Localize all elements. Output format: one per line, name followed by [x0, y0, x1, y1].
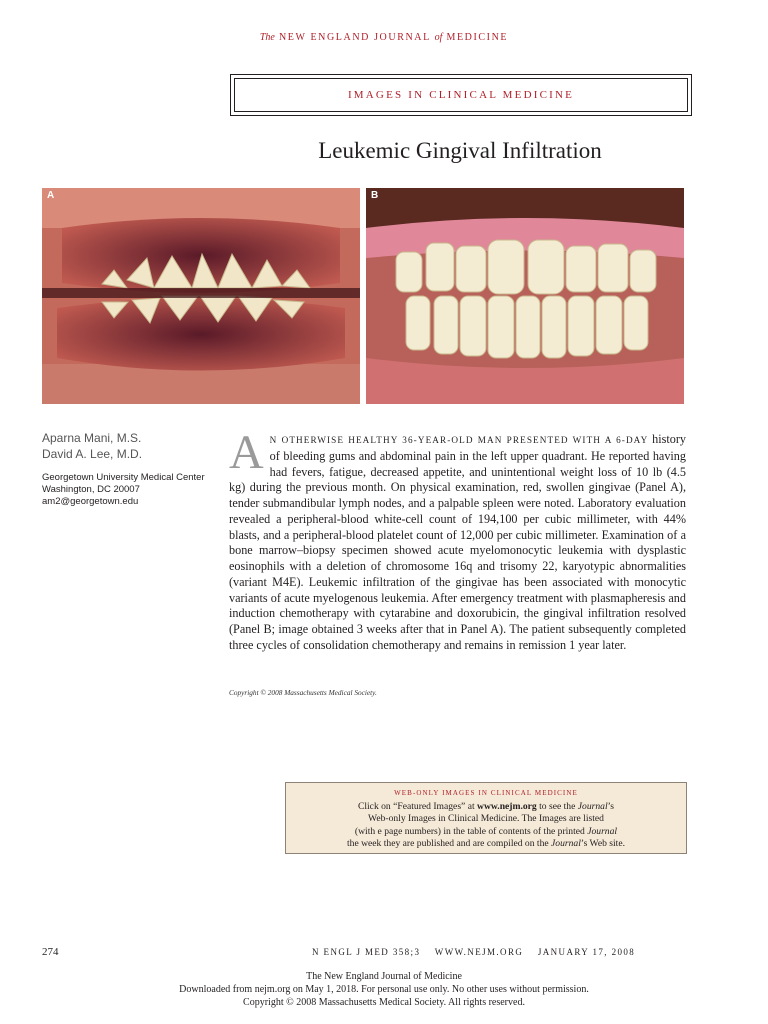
- panel-b-image: [366, 188, 684, 404]
- journal-italic: Journal: [577, 801, 608, 813]
- affiliation-city: Washington, DC 20007: [42, 484, 140, 495]
- web-box-heading: WEB-ONLY IMAGES IN CLINICAL MEDICINE: [394, 789, 578, 797]
- download-permission: Downloaded from nejm.org on May 1, 2018. For personal use only. No other uses without permission.: [179, 984, 589, 995]
- author-1: Aparna Mani, M.S.: [42, 431, 142, 445]
- section-label: IMAGES IN CLINICAL MEDICINE: [234, 78, 688, 112]
- nejm-link[interactable]: www.nejm.org: [477, 801, 537, 813]
- copyright: Copyright © 2008 Massachusetts Medical Society.: [229, 688, 377, 697]
- lead-in: N OTHERWISE HEALTHY 36-YEAR-OLD MAN PRESENTED WITH A 6-DAY: [269, 435, 649, 445]
- web-box-text: Click on “Featured Images” at: [357, 801, 478, 813]
- resolved-gingiva-photo-icon: [366, 188, 684, 404]
- drop-cap: A: [229, 426, 264, 479]
- author-2: David A. Lee, M.D.: [42, 447, 143, 461]
- download-notice: [0, 970, 768, 1009]
- download-copyright: Copyright © 2008 Massachusetts Medical Society. All rights reserved.: [243, 997, 525, 1008]
- affiliation-institution: Georgetown University Medical Center: [42, 472, 205, 483]
- web-box-line-3: [286, 826, 686, 838]
- web-box-text: ’s: [607, 801, 615, 813]
- running-head-the: The: [259, 32, 275, 43]
- running-head-journal: NEW ENGLAND JOURNAL: [278, 32, 431, 43]
- web-box-line-1: [286, 801, 686, 813]
- running-head-of: of: [434, 32, 443, 43]
- download-journal: The New England Journal of Medicine: [306, 971, 462, 982]
- panel-a-label: A: [47, 190, 55, 201]
- running-head-medicine: MEDICINE: [446, 32, 509, 43]
- web-box-text: (with e page numbers) in the table of contents of the printed: [354, 825, 588, 837]
- article-title: Leukemic Gingival Infiltration: [318, 138, 602, 163]
- gingival-infiltration-photo-icon: [42, 188, 360, 404]
- web-box-text: the week they are published and are compiled on the: [346, 837, 552, 849]
- web-box-line-2: Web-only Images in Clinical Medicine. The Images are listed: [368, 813, 604, 825]
- web-box-text: to see the: [536, 801, 578, 813]
- section-label-box: [230, 74, 692, 116]
- journal-italic: Journal: [551, 837, 581, 849]
- web-box-line-4: [286, 838, 686, 850]
- web-box-text: ’s Web site.: [580, 837, 625, 849]
- web-only-images-box: [285, 782, 687, 854]
- article-body: [229, 426, 686, 654]
- running-head: [0, 32, 768, 43]
- panel-a-image: [42, 188, 360, 404]
- authors: [42, 430, 142, 462]
- affiliation-email[interactable]: am2@georgetown.edu: [42, 496, 139, 507]
- page-number: 274: [42, 946, 59, 958]
- affiliation: [42, 472, 205, 508]
- journal-italic: Journal: [587, 825, 618, 837]
- body-text: history of bleeding gums and abdominal pain in the left upper quadrant. He reported having had fevers, fatigue, decreased appetite, and unintentional weight loss of 10 lb (4.5 kg) during the previous month. On physical examination, red, swollen gingivae (Panel A), tender submandibular lymph nodes, and a palpable spleen were noted. Laboratory evaluation revealed a peripheral-blood white-cell count of 194,100 per cubic millimeter, with 44% blasts, and a peripheral-blood platelet count of 12,000 per cubic millimeter. Examination of a bone marrow–biopsy specimen showed acute myelomonocytic leukemia with dysplastic eosinophils with a deletion of chromosome 16q and trisomy 22, karyotypic abnormalities (variant M4E). Leukemic infiltration of the gingivae has been associated with monocytic variants of acute myelogenous leukemia. After emergency treatment with plasmapheresis and induction chemotherapy with cytarabine and doxorubicin, the gingival infiltration resolved (Panel B; image obtained 3 weeks after that in Panel A). The patient subsequently completed three cycles of consolidation chemotherapy and remains in remission 1 year later.: [229, 432, 686, 652]
- panel-b-label: B: [371, 190, 379, 201]
- footer-citation: N ENGL J MED 358;3 WWW.NEJM.ORG JANUARY 17, 2008: [312, 947, 636, 957]
